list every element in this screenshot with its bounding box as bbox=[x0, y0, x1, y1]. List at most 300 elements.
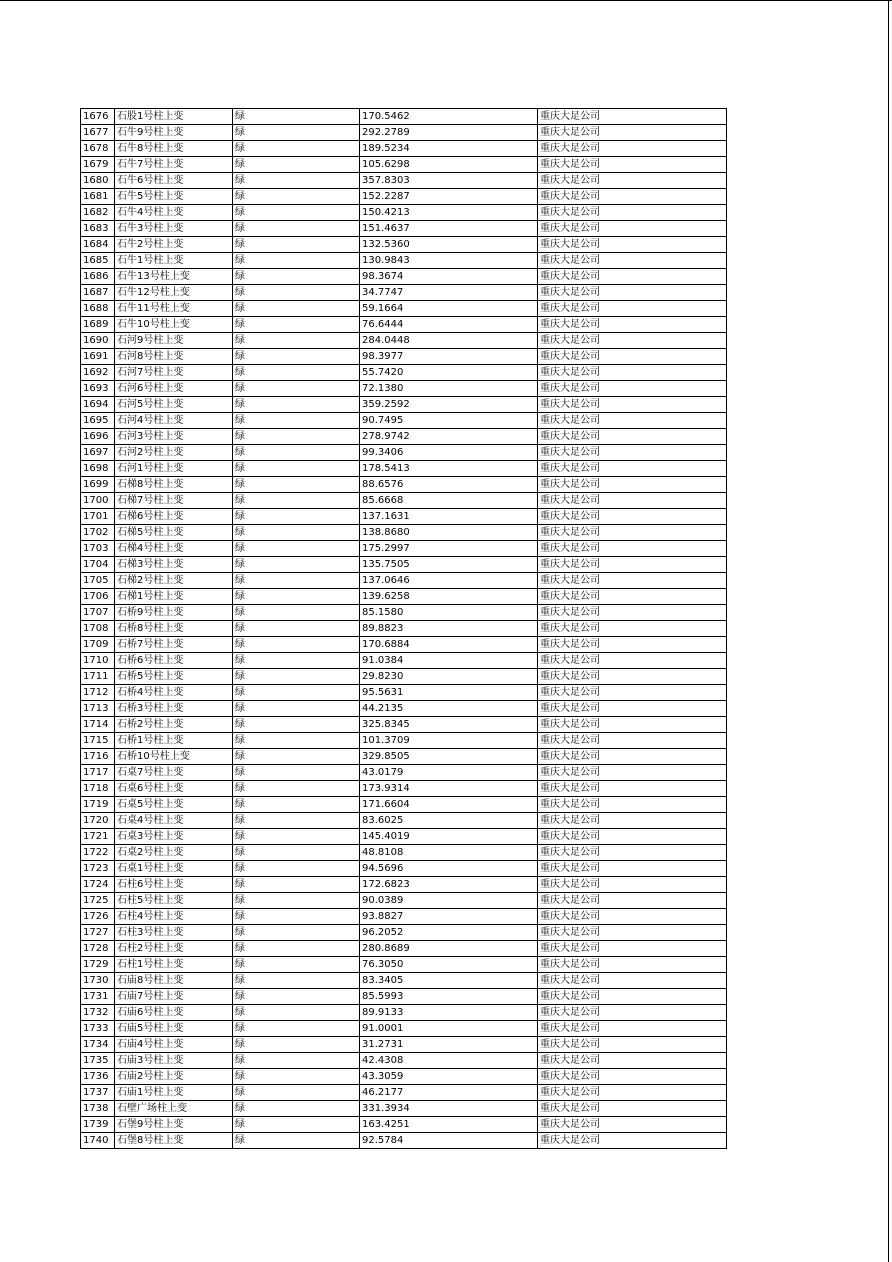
company-cell: 重庆大足公司 bbox=[538, 1085, 727, 1101]
transformer-name-cell: 石牛6号柱上变 bbox=[115, 173, 233, 189]
status-cell: 绿 bbox=[233, 1085, 360, 1101]
company-cell: 重庆大足公司 bbox=[538, 269, 727, 285]
company-cell: 重庆大足公司 bbox=[538, 685, 727, 701]
table-row bbox=[81, 301, 727, 317]
company-cell: 重庆大足公司 bbox=[538, 669, 727, 685]
row-number-cell: 1734 bbox=[81, 1037, 115, 1053]
value-cell: 83.6025 bbox=[360, 813, 538, 829]
status-cell: 绿 bbox=[233, 1101, 360, 1117]
row-number-cell: 1710 bbox=[81, 653, 115, 669]
value-cell: 170.6884 bbox=[360, 637, 538, 653]
table-row bbox=[81, 445, 727, 461]
value-cell: 137.1631 bbox=[360, 509, 538, 525]
value-cell: 72.1380 bbox=[360, 381, 538, 397]
transformer-name-cell: 石河6号柱上变 bbox=[115, 381, 233, 397]
table-row bbox=[81, 685, 727, 701]
status-cell: 绿 bbox=[233, 877, 360, 893]
status-cell: 绿 bbox=[233, 781, 360, 797]
status-cell: 绿 bbox=[233, 365, 360, 381]
status-cell: 绿 bbox=[233, 813, 360, 829]
transformer-name-cell: 石梯8号柱上变 bbox=[115, 477, 233, 493]
company-cell: 重庆大足公司 bbox=[538, 589, 727, 605]
company-cell: 重庆大足公司 bbox=[538, 365, 727, 381]
company-cell: 重庆大足公司 bbox=[538, 1005, 727, 1021]
company-cell: 重庆大足公司 bbox=[538, 717, 727, 733]
value-cell: 163.4251 bbox=[360, 1117, 538, 1133]
status-cell: 绿 bbox=[233, 461, 360, 477]
row-number-cell: 1702 bbox=[81, 525, 115, 541]
transformer-name-cell: 石桥3号柱上变 bbox=[115, 701, 233, 717]
table-row bbox=[81, 509, 727, 525]
table-row bbox=[81, 653, 727, 669]
status-cell: 绿 bbox=[233, 861, 360, 877]
row-number-cell: 1736 bbox=[81, 1069, 115, 1085]
value-cell: 34.7747 bbox=[360, 285, 538, 301]
transformer-name-cell: 石庙8号柱上变 bbox=[115, 973, 233, 989]
transformer-name-cell: 石庙1号柱上变 bbox=[115, 1085, 233, 1101]
row-number-cell: 1680 bbox=[81, 173, 115, 189]
status-cell: 绿 bbox=[233, 525, 360, 541]
transformer-name-cell: 石桥1号柱上变 bbox=[115, 733, 233, 749]
value-cell: 88.6576 bbox=[360, 477, 538, 493]
transformer-name-cell: 石梯7号柱上变 bbox=[115, 493, 233, 509]
transformer-name-cell: 石桥9号柱上变 bbox=[115, 605, 233, 621]
company-cell: 重庆大足公司 bbox=[538, 797, 727, 813]
data-table bbox=[80, 108, 727, 1149]
value-cell: 170.5462 bbox=[360, 109, 538, 125]
page-top-border bbox=[0, 0, 892, 1]
company-cell: 重庆大足公司 bbox=[538, 237, 727, 253]
row-number-cell: 1698 bbox=[81, 461, 115, 477]
company-cell: 重庆大足公司 bbox=[538, 605, 727, 621]
company-cell: 重庆大足公司 bbox=[538, 109, 727, 125]
table-row bbox=[81, 493, 727, 509]
value-cell: 139.6258 bbox=[360, 589, 538, 605]
status-cell: 绿 bbox=[233, 1037, 360, 1053]
value-cell: 44.2135 bbox=[360, 701, 538, 717]
status-cell: 绿 bbox=[233, 621, 360, 637]
row-number-cell: 1711 bbox=[81, 669, 115, 685]
table-row bbox=[81, 365, 727, 381]
status-cell: 绿 bbox=[233, 557, 360, 573]
value-cell: 173.9314 bbox=[360, 781, 538, 797]
value-cell: 42.4308 bbox=[360, 1053, 538, 1069]
table-row bbox=[81, 893, 727, 909]
status-cell: 绿 bbox=[233, 285, 360, 301]
row-number-cell: 1700 bbox=[81, 493, 115, 509]
transformer-name-cell: 石堡9号柱上变 bbox=[115, 1117, 233, 1133]
row-number-cell: 1688 bbox=[81, 301, 115, 317]
transformer-name-cell: 石桌6号柱上变 bbox=[115, 781, 233, 797]
row-number-cell: 1679 bbox=[81, 157, 115, 173]
value-cell: 150.4213 bbox=[360, 205, 538, 221]
row-number-cell: 1696 bbox=[81, 429, 115, 445]
row-number-cell: 1678 bbox=[81, 141, 115, 157]
status-cell: 绿 bbox=[233, 989, 360, 1005]
value-cell: 137.0646 bbox=[360, 573, 538, 589]
row-number-cell: 1730 bbox=[81, 973, 115, 989]
status-cell: 绿 bbox=[233, 669, 360, 685]
status-cell: 绿 bbox=[233, 541, 360, 557]
status-cell: 绿 bbox=[233, 653, 360, 669]
table-row bbox=[81, 589, 727, 605]
transformer-name-cell: 石桌5号柱上变 bbox=[115, 797, 233, 813]
value-cell: 46.2177 bbox=[360, 1085, 538, 1101]
row-number-cell: 1725 bbox=[81, 893, 115, 909]
value-cell: 138.8680 bbox=[360, 525, 538, 541]
company-cell: 重庆大足公司 bbox=[538, 1069, 727, 1085]
row-number-cell: 1686 bbox=[81, 269, 115, 285]
value-cell: 280.8689 bbox=[360, 941, 538, 957]
status-cell: 绿 bbox=[233, 685, 360, 701]
row-number-cell: 1718 bbox=[81, 781, 115, 797]
transformer-name-cell: 石桥8号柱上变 bbox=[115, 621, 233, 637]
row-number-cell: 1694 bbox=[81, 397, 115, 413]
transformer-name-cell: 石梯5号柱上变 bbox=[115, 525, 233, 541]
table-row bbox=[81, 221, 727, 237]
transformer-name-cell: 石牛4号柱上变 bbox=[115, 205, 233, 221]
table-row bbox=[81, 205, 727, 221]
table-row bbox=[81, 269, 727, 285]
company-cell: 重庆大足公司 bbox=[538, 877, 727, 893]
table-row bbox=[81, 1005, 727, 1021]
status-cell: 绿 bbox=[233, 253, 360, 269]
status-cell: 绿 bbox=[233, 829, 360, 845]
table-row bbox=[81, 605, 727, 621]
status-cell: 绿 bbox=[233, 845, 360, 861]
table-row bbox=[81, 237, 727, 253]
table-row bbox=[81, 189, 727, 205]
row-number-cell: 1722 bbox=[81, 845, 115, 861]
company-cell: 重庆大足公司 bbox=[538, 1021, 727, 1037]
transformer-name-cell: 石牛13号柱上变 bbox=[115, 269, 233, 285]
table-row bbox=[81, 829, 727, 845]
transformer-name-cell: 石河3号柱上变 bbox=[115, 429, 233, 445]
status-cell: 绿 bbox=[233, 973, 360, 989]
status-cell: 绿 bbox=[233, 125, 360, 141]
row-number-cell: 1712 bbox=[81, 685, 115, 701]
company-cell: 重庆大足公司 bbox=[538, 749, 727, 765]
company-cell: 重庆大足公司 bbox=[538, 781, 727, 797]
company-cell: 重庆大足公司 bbox=[538, 813, 727, 829]
status-cell: 绿 bbox=[233, 157, 360, 173]
value-cell: 96.2052 bbox=[360, 925, 538, 941]
status-cell: 绿 bbox=[233, 1053, 360, 1069]
row-number-cell: 1714 bbox=[81, 717, 115, 733]
row-number-cell: 1684 bbox=[81, 237, 115, 253]
row-number-cell: 1728 bbox=[81, 941, 115, 957]
company-cell: 重庆大足公司 bbox=[538, 189, 727, 205]
transformer-name-cell: 石牛9号柱上变 bbox=[115, 125, 233, 141]
value-cell: 132.5360 bbox=[360, 237, 538, 253]
transformer-name-cell: 石河9号柱上变 bbox=[115, 333, 233, 349]
row-number-cell: 1706 bbox=[81, 589, 115, 605]
status-cell: 绿 bbox=[233, 1021, 360, 1037]
status-cell: 绿 bbox=[233, 493, 360, 509]
value-cell: 31.2731 bbox=[360, 1037, 538, 1053]
row-number-cell: 1716 bbox=[81, 749, 115, 765]
value-cell: 175.2997 bbox=[360, 541, 538, 557]
status-cell: 绿 bbox=[233, 109, 360, 125]
table-row bbox=[81, 797, 727, 813]
transformer-name-cell: 石桌4号柱上变 bbox=[115, 813, 233, 829]
page-right-border bbox=[888, 0, 889, 1262]
table-row bbox=[81, 157, 727, 173]
value-cell: 172.6823 bbox=[360, 877, 538, 893]
value-cell: 94.5696 bbox=[360, 861, 538, 877]
company-cell: 重庆大足公司 bbox=[538, 733, 727, 749]
status-cell: 绿 bbox=[233, 349, 360, 365]
transformer-name-cell: 石壁广场柱上变 bbox=[115, 1101, 233, 1117]
company-cell: 重庆大足公司 bbox=[538, 941, 727, 957]
table-row bbox=[81, 1069, 727, 1085]
table-row bbox=[81, 701, 727, 717]
table-row bbox=[81, 525, 727, 541]
company-cell: 重庆大足公司 bbox=[538, 253, 727, 269]
table-row bbox=[81, 669, 727, 685]
transformer-name-cell: 石庙7号柱上变 bbox=[115, 989, 233, 1005]
value-cell: 325.8345 bbox=[360, 717, 538, 733]
table-row bbox=[81, 573, 727, 589]
value-cell: 278.9742 bbox=[360, 429, 538, 445]
value-cell: 93.8827 bbox=[360, 909, 538, 925]
value-cell: 98.3674 bbox=[360, 269, 538, 285]
company-cell: 重庆大足公司 bbox=[538, 861, 727, 877]
row-number-cell: 1693 bbox=[81, 381, 115, 397]
table-row bbox=[81, 397, 727, 413]
row-number-cell: 1740 bbox=[81, 1133, 115, 1149]
company-cell: 重庆大足公司 bbox=[538, 557, 727, 573]
table-row bbox=[81, 1037, 727, 1053]
company-cell: 重庆大足公司 bbox=[538, 1117, 727, 1133]
row-number-cell: 1708 bbox=[81, 621, 115, 637]
transformer-name-cell: 石桥10号柱上变 bbox=[115, 749, 233, 765]
row-number-cell: 1681 bbox=[81, 189, 115, 205]
row-number-cell: 1677 bbox=[81, 125, 115, 141]
transformer-name-cell: 石庙5号柱上变 bbox=[115, 1021, 233, 1037]
transformer-name-cell: 石牛1号柱上变 bbox=[115, 253, 233, 269]
status-cell: 绿 bbox=[233, 1133, 360, 1149]
value-cell: 48.8108 bbox=[360, 845, 538, 861]
transformer-name-cell: 石桌2号柱上变 bbox=[115, 845, 233, 861]
company-cell: 重庆大足公司 bbox=[538, 1053, 727, 1069]
table-row bbox=[81, 765, 727, 781]
transformer-name-cell: 石桥5号柱上变 bbox=[115, 669, 233, 685]
transformer-name-cell: 石河7号柱上变 bbox=[115, 365, 233, 381]
table-row bbox=[81, 781, 727, 797]
row-number-cell: 1719 bbox=[81, 797, 115, 813]
table-row bbox=[81, 349, 727, 365]
row-number-cell: 1687 bbox=[81, 285, 115, 301]
table-body bbox=[81, 109, 727, 1149]
value-cell: 357.8303 bbox=[360, 173, 538, 189]
value-cell: 145.4019 bbox=[360, 829, 538, 845]
row-number-cell: 1733 bbox=[81, 1021, 115, 1037]
value-cell: 152.2287 bbox=[360, 189, 538, 205]
table-row bbox=[81, 957, 727, 973]
company-cell: 重庆大足公司 bbox=[538, 909, 727, 925]
status-cell: 绿 bbox=[233, 1005, 360, 1021]
transformer-name-cell: 石股1号柱上变 bbox=[115, 109, 233, 125]
transformer-name-cell: 石庙3号柱上变 bbox=[115, 1053, 233, 1069]
company-cell: 重庆大足公司 bbox=[538, 1037, 727, 1053]
company-cell: 重庆大足公司 bbox=[538, 701, 727, 717]
status-cell: 绿 bbox=[233, 397, 360, 413]
value-cell: 89.8823 bbox=[360, 621, 538, 637]
status-cell: 绿 bbox=[233, 589, 360, 605]
status-cell: 绿 bbox=[233, 925, 360, 941]
company-cell: 重庆大足公司 bbox=[538, 413, 727, 429]
status-cell: 绿 bbox=[233, 477, 360, 493]
table-row bbox=[81, 925, 727, 941]
row-number-cell: 1720 bbox=[81, 813, 115, 829]
transformer-name-cell: 石梯3号柱上变 bbox=[115, 557, 233, 573]
row-number-cell: 1676 bbox=[81, 109, 115, 125]
row-number-cell: 1726 bbox=[81, 909, 115, 925]
row-number-cell: 1704 bbox=[81, 557, 115, 573]
transformer-name-cell: 石河4号柱上变 bbox=[115, 413, 233, 429]
value-cell: 85.1580 bbox=[360, 605, 538, 621]
company-cell: 重庆大足公司 bbox=[538, 205, 727, 221]
company-cell: 重庆大足公司 bbox=[538, 285, 727, 301]
transformer-name-cell: 石牛2号柱上变 bbox=[115, 237, 233, 253]
table-row bbox=[81, 141, 727, 157]
value-cell: 85.5993 bbox=[360, 989, 538, 1005]
status-cell: 绿 bbox=[233, 605, 360, 621]
transformer-name-cell: 石庙2号柱上变 bbox=[115, 1069, 233, 1085]
value-cell: 171.6604 bbox=[360, 797, 538, 813]
status-cell: 绿 bbox=[233, 941, 360, 957]
transformer-name-cell: 石桥7号柱上变 bbox=[115, 637, 233, 653]
transformer-name-cell: 石桌3号柱上变 bbox=[115, 829, 233, 845]
status-cell: 绿 bbox=[233, 909, 360, 925]
table-row bbox=[81, 1117, 727, 1133]
value-cell: 151.4637 bbox=[360, 221, 538, 237]
value-cell: 76.6444 bbox=[360, 317, 538, 333]
table-row bbox=[81, 717, 727, 733]
status-cell: 绿 bbox=[233, 1069, 360, 1085]
status-cell: 绿 bbox=[233, 173, 360, 189]
transformer-name-cell: 石牛5号柱上变 bbox=[115, 189, 233, 205]
company-cell: 重庆大足公司 bbox=[538, 973, 727, 989]
status-cell: 绿 bbox=[233, 509, 360, 525]
company-cell: 重庆大足公司 bbox=[538, 957, 727, 973]
row-number-cell: 1701 bbox=[81, 509, 115, 525]
table-row bbox=[81, 413, 727, 429]
transformer-name-cell: 石梯1号柱上变 bbox=[115, 589, 233, 605]
table-row bbox=[81, 941, 727, 957]
status-cell: 绿 bbox=[233, 765, 360, 781]
company-cell: 重庆大足公司 bbox=[538, 157, 727, 173]
transformer-name-cell: 石堡8号柱上变 bbox=[115, 1133, 233, 1149]
status-cell: 绿 bbox=[233, 301, 360, 317]
status-cell: 绿 bbox=[233, 733, 360, 749]
table-row bbox=[81, 557, 727, 573]
value-cell: 91.0001 bbox=[360, 1021, 538, 1037]
value-cell: 90.7495 bbox=[360, 413, 538, 429]
company-cell: 重庆大足公司 bbox=[538, 221, 727, 237]
company-cell: 重庆大足公司 bbox=[538, 317, 727, 333]
value-cell: 91.0384 bbox=[360, 653, 538, 669]
value-cell: 85.6668 bbox=[360, 493, 538, 509]
transformer-name-cell: 石桥4号柱上变 bbox=[115, 685, 233, 701]
company-cell: 重庆大足公司 bbox=[538, 1133, 727, 1149]
company-cell: 重庆大足公司 bbox=[538, 445, 727, 461]
status-cell: 绿 bbox=[233, 957, 360, 973]
value-cell: 92.5784 bbox=[360, 1133, 538, 1149]
company-cell: 重庆大足公司 bbox=[538, 381, 727, 397]
table-row bbox=[81, 173, 727, 189]
company-cell: 重庆大足公司 bbox=[538, 621, 727, 637]
value-cell: 83.3405 bbox=[360, 973, 538, 989]
company-cell: 重庆大足公司 bbox=[538, 829, 727, 845]
value-cell: 331.3934 bbox=[360, 1101, 538, 1117]
value-cell: 359.2592 bbox=[360, 397, 538, 413]
table-row bbox=[81, 749, 727, 765]
row-number-cell: 1717 bbox=[81, 765, 115, 781]
row-number-cell: 1724 bbox=[81, 877, 115, 893]
status-cell: 绿 bbox=[233, 893, 360, 909]
row-number-cell: 1697 bbox=[81, 445, 115, 461]
status-cell: 绿 bbox=[233, 189, 360, 205]
status-cell: 绿 bbox=[233, 701, 360, 717]
row-number-cell: 1713 bbox=[81, 701, 115, 717]
table-row bbox=[81, 733, 727, 749]
company-cell: 重庆大足公司 bbox=[538, 1101, 727, 1117]
value-cell: 29.8230 bbox=[360, 669, 538, 685]
company-cell: 重庆大足公司 bbox=[538, 989, 727, 1005]
company-cell: 重庆大足公司 bbox=[538, 461, 727, 477]
row-number-cell: 1691 bbox=[81, 349, 115, 365]
transformer-name-cell: 石梯2号柱上变 bbox=[115, 573, 233, 589]
company-cell: 重庆大足公司 bbox=[538, 845, 727, 861]
row-number-cell: 1705 bbox=[81, 573, 115, 589]
transformer-name-cell: 石柱1号柱上变 bbox=[115, 957, 233, 973]
table-row bbox=[81, 1085, 727, 1101]
status-cell: 绿 bbox=[233, 141, 360, 157]
table-row bbox=[81, 317, 727, 333]
value-cell: 89.9133 bbox=[360, 1005, 538, 1021]
row-number-cell: 1731 bbox=[81, 989, 115, 1005]
table-row bbox=[81, 621, 727, 637]
table-row bbox=[81, 1053, 727, 1069]
transformer-name-cell: 石柱6号柱上变 bbox=[115, 877, 233, 893]
status-cell: 绿 bbox=[233, 205, 360, 221]
transformer-name-cell: 石牛11号柱上变 bbox=[115, 301, 233, 317]
status-cell: 绿 bbox=[233, 269, 360, 285]
transformer-name-cell: 石河1号柱上变 bbox=[115, 461, 233, 477]
table-row bbox=[81, 109, 727, 125]
value-cell: 43.3059 bbox=[360, 1069, 538, 1085]
row-number-cell: 1685 bbox=[81, 253, 115, 269]
company-cell: 重庆大足公司 bbox=[538, 141, 727, 157]
company-cell: 重庆大足公司 bbox=[538, 541, 727, 557]
table-row bbox=[81, 285, 727, 301]
row-number-cell: 1721 bbox=[81, 829, 115, 845]
company-cell: 重庆大足公司 bbox=[538, 765, 727, 781]
row-number-cell: 1729 bbox=[81, 957, 115, 973]
transformer-name-cell: 石梯6号柱上变 bbox=[115, 509, 233, 525]
table-row bbox=[81, 637, 727, 653]
transformer-name-cell: 石河2号柱上变 bbox=[115, 445, 233, 461]
value-cell: 59.1664 bbox=[360, 301, 538, 317]
transformer-name-cell: 石牛7号柱上变 bbox=[115, 157, 233, 173]
value-cell: 135.7505 bbox=[360, 557, 538, 573]
transformer-name-cell: 石柱2号柱上变 bbox=[115, 941, 233, 957]
status-cell: 绿 bbox=[233, 237, 360, 253]
transformer-name-cell: 石牛3号柱上变 bbox=[115, 221, 233, 237]
row-number-cell: 1709 bbox=[81, 637, 115, 653]
